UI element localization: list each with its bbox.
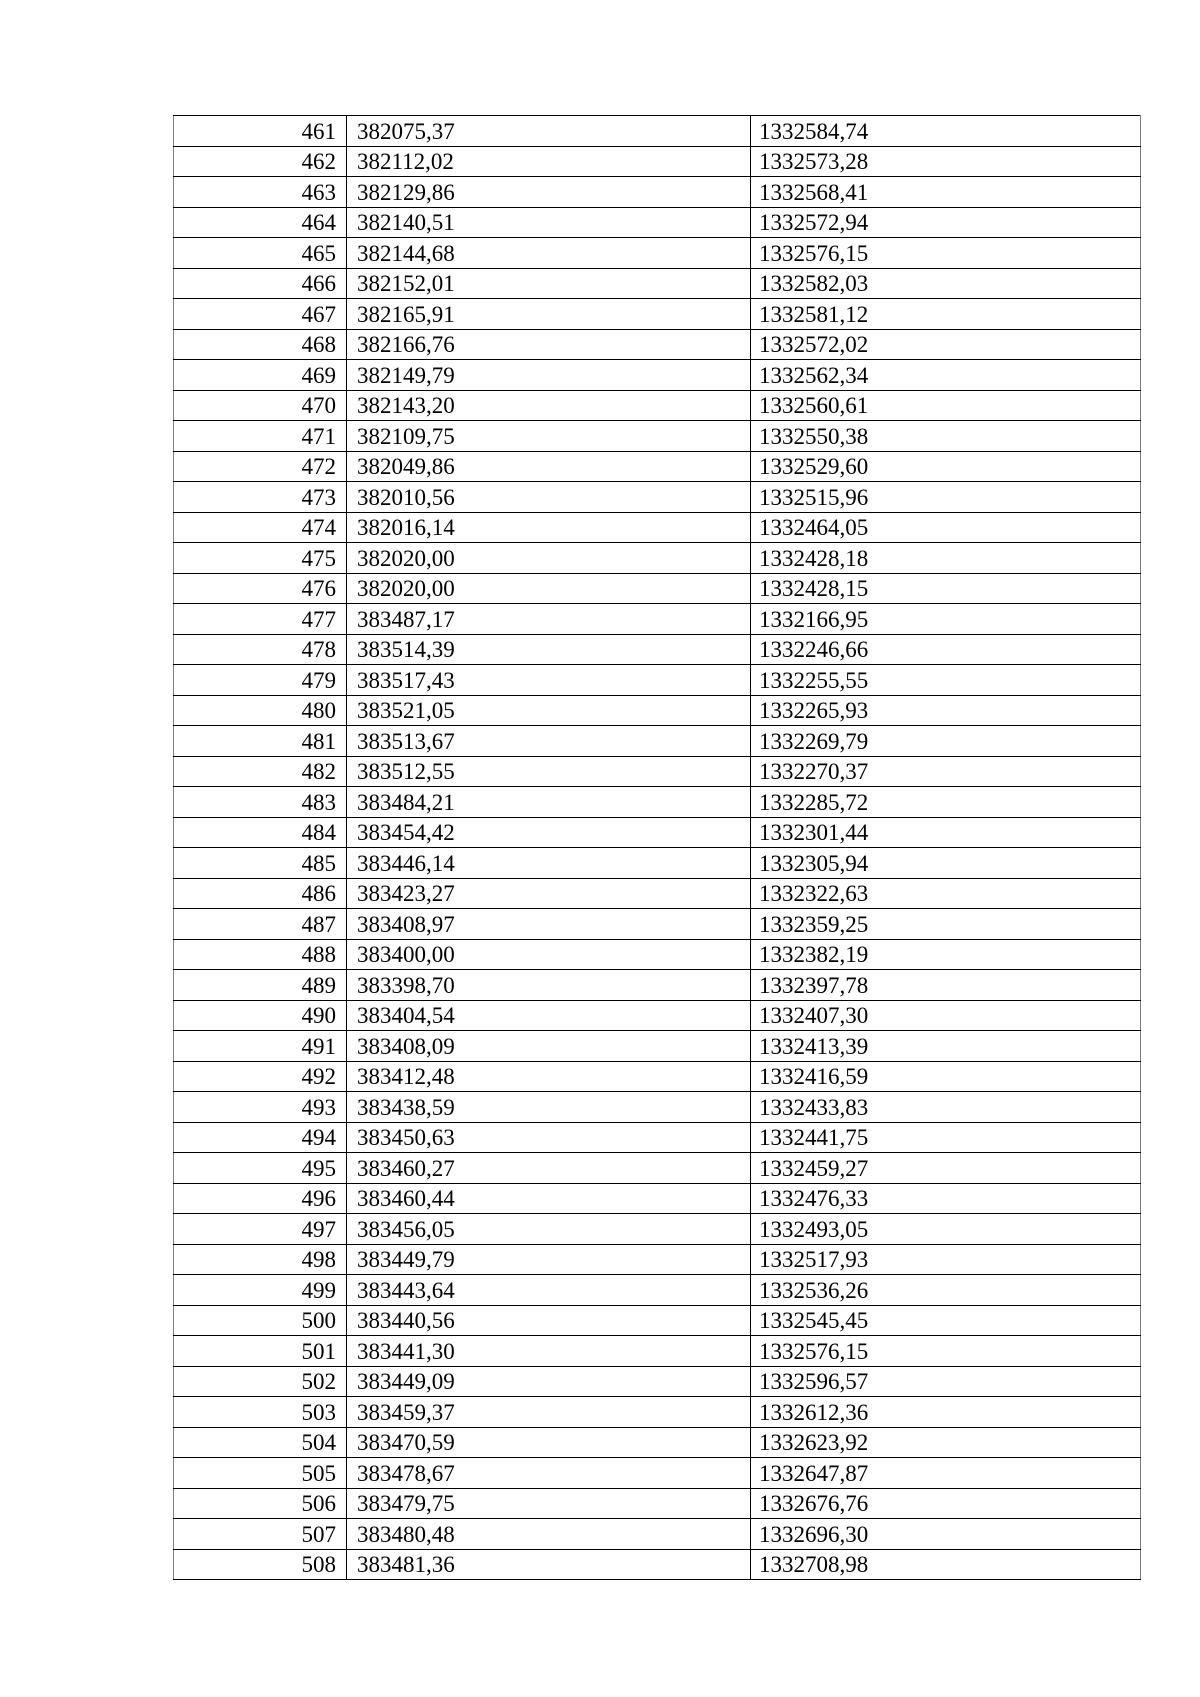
table-row bbox=[174, 177, 1141, 208]
x-coordinate-cell: 383478,67 bbox=[347, 1458, 751, 1489]
y-coordinate-cell: 1332517,93 bbox=[751, 1244, 1141, 1275]
y-coordinate-cell: 1332397,78 bbox=[751, 970, 1141, 1001]
point-number-cell: 462 bbox=[174, 146, 347, 177]
x-coordinate-cell: 382020,00 bbox=[347, 543, 751, 574]
table-row bbox=[174, 421, 1141, 452]
table-row bbox=[174, 329, 1141, 360]
table-row bbox=[174, 116, 1141, 147]
point-number-cell: 475 bbox=[174, 543, 347, 574]
y-coordinate-cell: 1332536,26 bbox=[751, 1275, 1141, 1306]
y-coordinate-cell: 1332572,94 bbox=[751, 207, 1141, 238]
table-row bbox=[174, 787, 1141, 818]
point-number-cell: 491 bbox=[174, 1031, 347, 1062]
x-coordinate-cell: 383404,54 bbox=[347, 1000, 751, 1031]
y-coordinate-cell: 1332359,25 bbox=[751, 909, 1141, 940]
y-coordinate-cell: 1332550,38 bbox=[751, 421, 1141, 452]
x-coordinate-cell: 383412,48 bbox=[347, 1061, 751, 1092]
y-coordinate-cell: 1332562,34 bbox=[751, 360, 1141, 391]
y-coordinate-cell: 1332413,39 bbox=[751, 1031, 1141, 1062]
y-coordinate-cell: 1332696,30 bbox=[751, 1519, 1141, 1550]
point-number-cell: 469 bbox=[174, 360, 347, 391]
x-coordinate-cell: 383479,75 bbox=[347, 1488, 751, 1519]
point-number-cell: 488 bbox=[174, 939, 347, 970]
table-row bbox=[174, 909, 1141, 940]
y-coordinate-cell: 1332476,33 bbox=[751, 1183, 1141, 1214]
point-number-cell: 498 bbox=[174, 1244, 347, 1275]
y-coordinate-cell: 1332572,02 bbox=[751, 329, 1141, 360]
point-number-cell: 481 bbox=[174, 726, 347, 757]
y-coordinate-cell: 1332305,94 bbox=[751, 848, 1141, 879]
point-number-cell: 507 bbox=[174, 1519, 347, 1550]
y-coordinate-cell: 1332560,61 bbox=[751, 390, 1141, 421]
table-row bbox=[174, 238, 1141, 269]
table-row bbox=[174, 1122, 1141, 1153]
point-number-cell: 506 bbox=[174, 1488, 347, 1519]
table-row bbox=[174, 360, 1141, 391]
table-row bbox=[174, 1305, 1141, 1336]
y-coordinate-cell: 1332301,44 bbox=[751, 817, 1141, 848]
table-row bbox=[174, 634, 1141, 665]
y-coordinate-cell: 1332416,59 bbox=[751, 1061, 1141, 1092]
point-number-cell: 489 bbox=[174, 970, 347, 1001]
table-row bbox=[174, 146, 1141, 177]
x-coordinate-cell: 383441,30 bbox=[347, 1336, 751, 1367]
x-coordinate-cell: 383514,39 bbox=[347, 634, 751, 665]
x-coordinate-cell: 383446,14 bbox=[347, 848, 751, 879]
x-coordinate-cell: 383449,09 bbox=[347, 1366, 751, 1397]
y-coordinate-cell: 1332647,87 bbox=[751, 1458, 1141, 1489]
x-coordinate-cell: 382165,91 bbox=[347, 299, 751, 330]
table-row bbox=[174, 207, 1141, 238]
y-coordinate-cell: 1332612,36 bbox=[751, 1397, 1141, 1428]
point-number-cell: 483 bbox=[174, 787, 347, 818]
y-coordinate-cell: 1332285,72 bbox=[751, 787, 1141, 818]
x-coordinate-cell: 382010,56 bbox=[347, 482, 751, 513]
x-coordinate-cell: 383481,36 bbox=[347, 1549, 751, 1580]
table-row bbox=[174, 970, 1141, 1001]
table-row bbox=[174, 1031, 1141, 1062]
y-coordinate-cell: 1332623,92 bbox=[751, 1427, 1141, 1458]
table-row bbox=[174, 756, 1141, 787]
y-coordinate-cell: 1332322,63 bbox=[751, 878, 1141, 909]
y-coordinate-cell: 1332515,96 bbox=[751, 482, 1141, 513]
y-coordinate-cell: 1332708,98 bbox=[751, 1549, 1141, 1580]
x-coordinate-cell: 383470,59 bbox=[347, 1427, 751, 1458]
table-row bbox=[174, 451, 1141, 482]
point-number-cell: 474 bbox=[174, 512, 347, 543]
point-number-cell: 505 bbox=[174, 1458, 347, 1489]
x-coordinate-cell: 383423,27 bbox=[347, 878, 751, 909]
x-coordinate-cell: 382020,00 bbox=[347, 573, 751, 604]
x-coordinate-cell: 383521,05 bbox=[347, 695, 751, 726]
point-number-cell: 487 bbox=[174, 909, 347, 940]
table-row bbox=[174, 817, 1141, 848]
x-coordinate-cell: 383408,09 bbox=[347, 1031, 751, 1062]
y-coordinate-cell: 1332584,74 bbox=[751, 116, 1141, 147]
table-row bbox=[174, 1000, 1141, 1031]
point-number-cell: 492 bbox=[174, 1061, 347, 1092]
table-row bbox=[174, 1092, 1141, 1123]
x-coordinate-cell: 383517,43 bbox=[347, 665, 751, 696]
point-number-cell: 497 bbox=[174, 1214, 347, 1245]
y-coordinate-cell: 1332166,95 bbox=[751, 604, 1141, 635]
point-number-cell: 478 bbox=[174, 634, 347, 665]
point-number-cell: 499 bbox=[174, 1275, 347, 1306]
point-number-cell: 465 bbox=[174, 238, 347, 269]
x-coordinate-cell: 383400,00 bbox=[347, 939, 751, 970]
table-row bbox=[174, 1214, 1141, 1245]
x-coordinate-cell: 383438,59 bbox=[347, 1092, 751, 1123]
table-row bbox=[174, 1275, 1141, 1306]
x-coordinate-cell: 383456,05 bbox=[347, 1214, 751, 1245]
y-coordinate-cell: 1332433,83 bbox=[751, 1092, 1141, 1123]
y-coordinate-cell: 1332529,60 bbox=[751, 451, 1141, 482]
point-number-cell: 466 bbox=[174, 268, 347, 299]
point-number-cell: 486 bbox=[174, 878, 347, 909]
y-coordinate-cell: 1332464,05 bbox=[751, 512, 1141, 543]
x-coordinate-cell: 382140,51 bbox=[347, 207, 751, 238]
point-number-cell: 468 bbox=[174, 329, 347, 360]
x-coordinate-cell: 383450,63 bbox=[347, 1122, 751, 1153]
x-coordinate-cell: 382152,01 bbox=[347, 268, 751, 299]
x-coordinate-cell: 382016,14 bbox=[347, 512, 751, 543]
table-row bbox=[174, 1061, 1141, 1092]
table-row bbox=[174, 939, 1141, 970]
y-coordinate-cell: 1332428,18 bbox=[751, 543, 1141, 574]
table-row bbox=[174, 1519, 1141, 1550]
point-number-cell: 490 bbox=[174, 1000, 347, 1031]
y-coordinate-cell: 1332576,15 bbox=[751, 238, 1141, 269]
table-row bbox=[174, 268, 1141, 299]
y-coordinate-cell: 1332581,12 bbox=[751, 299, 1141, 330]
point-number-cell: 463 bbox=[174, 177, 347, 208]
coordinates-table-body bbox=[174, 116, 1141, 1580]
point-number-cell: 500 bbox=[174, 1305, 347, 1336]
point-number-cell: 504 bbox=[174, 1427, 347, 1458]
point-number-cell: 467 bbox=[174, 299, 347, 330]
point-number-cell: 484 bbox=[174, 817, 347, 848]
y-coordinate-cell: 1332407,30 bbox=[751, 1000, 1141, 1031]
x-coordinate-cell: 382144,68 bbox=[347, 238, 751, 269]
x-coordinate-cell: 383484,21 bbox=[347, 787, 751, 818]
table-row bbox=[174, 1458, 1141, 1489]
table-row bbox=[174, 1397, 1141, 1428]
x-coordinate-cell: 382112,02 bbox=[347, 146, 751, 177]
x-coordinate-cell: 383460,27 bbox=[347, 1153, 751, 1184]
x-coordinate-cell: 383443,64 bbox=[347, 1275, 751, 1306]
table-row bbox=[174, 1336, 1141, 1367]
point-number-cell: 477 bbox=[174, 604, 347, 635]
y-coordinate-cell: 1332428,15 bbox=[751, 573, 1141, 604]
x-coordinate-cell: 383487,17 bbox=[347, 604, 751, 635]
y-coordinate-cell: 1332441,75 bbox=[751, 1122, 1141, 1153]
x-coordinate-cell: 382075,37 bbox=[347, 116, 751, 147]
y-coordinate-cell: 1332269,79 bbox=[751, 726, 1141, 757]
point-number-cell: 508 bbox=[174, 1549, 347, 1580]
point-number-cell: 482 bbox=[174, 756, 347, 787]
point-number-cell: 476 bbox=[174, 573, 347, 604]
y-coordinate-cell: 1332459,27 bbox=[751, 1153, 1141, 1184]
x-coordinate-cell: 382166,76 bbox=[347, 329, 751, 360]
point-number-cell: 464 bbox=[174, 207, 347, 238]
coordinates-table bbox=[173, 115, 1141, 1580]
x-coordinate-cell: 383440,56 bbox=[347, 1305, 751, 1336]
x-coordinate-cell: 383398,70 bbox=[347, 970, 751, 1001]
table-row bbox=[174, 1183, 1141, 1214]
table-row bbox=[174, 878, 1141, 909]
y-coordinate-cell: 1332568,41 bbox=[751, 177, 1141, 208]
y-coordinate-cell: 1332270,37 bbox=[751, 756, 1141, 787]
y-coordinate-cell: 1332265,93 bbox=[751, 695, 1141, 726]
table-row bbox=[174, 848, 1141, 879]
y-coordinate-cell: 1332246,66 bbox=[751, 634, 1141, 665]
point-number-cell: 470 bbox=[174, 390, 347, 421]
x-coordinate-cell: 383449,79 bbox=[347, 1244, 751, 1275]
point-number-cell: 494 bbox=[174, 1122, 347, 1153]
table-row bbox=[174, 665, 1141, 696]
x-coordinate-cell: 382143,20 bbox=[347, 390, 751, 421]
y-coordinate-cell: 1332676,76 bbox=[751, 1488, 1141, 1519]
table-row bbox=[174, 1549, 1141, 1580]
point-number-cell: 473 bbox=[174, 482, 347, 513]
point-number-cell: 472 bbox=[174, 451, 347, 482]
y-coordinate-cell: 1332255,55 bbox=[751, 665, 1141, 696]
x-coordinate-cell: 382049,86 bbox=[347, 451, 751, 482]
point-number-cell: 493 bbox=[174, 1092, 347, 1123]
x-coordinate-cell: 383513,67 bbox=[347, 726, 751, 757]
table-row bbox=[174, 482, 1141, 513]
table-row bbox=[174, 543, 1141, 574]
x-coordinate-cell: 383459,37 bbox=[347, 1397, 751, 1428]
table-row bbox=[174, 390, 1141, 421]
point-number-cell: 471 bbox=[174, 421, 347, 452]
x-coordinate-cell: 383460,44 bbox=[347, 1183, 751, 1214]
x-coordinate-cell: 382129,86 bbox=[347, 177, 751, 208]
point-number-cell: 503 bbox=[174, 1397, 347, 1428]
table-row bbox=[174, 512, 1141, 543]
table-row bbox=[174, 726, 1141, 757]
x-coordinate-cell: 383454,42 bbox=[347, 817, 751, 848]
y-coordinate-cell: 1332493,05 bbox=[751, 1214, 1141, 1245]
point-number-cell: 496 bbox=[174, 1183, 347, 1214]
y-coordinate-cell: 1332545,45 bbox=[751, 1305, 1141, 1336]
table-row bbox=[174, 1427, 1141, 1458]
point-number-cell: 461 bbox=[174, 116, 347, 147]
table-row bbox=[174, 604, 1141, 635]
x-coordinate-cell: 383512,55 bbox=[347, 756, 751, 787]
point-number-cell: 502 bbox=[174, 1366, 347, 1397]
x-coordinate-cell: 383408,97 bbox=[347, 909, 751, 940]
table-row bbox=[174, 1153, 1141, 1184]
y-coordinate-cell: 1332582,03 bbox=[751, 268, 1141, 299]
point-number-cell: 495 bbox=[174, 1153, 347, 1184]
y-coordinate-cell: 1332382,19 bbox=[751, 939, 1141, 970]
table-row bbox=[174, 1366, 1141, 1397]
point-number-cell: 501 bbox=[174, 1336, 347, 1367]
point-number-cell: 480 bbox=[174, 695, 347, 726]
table-row bbox=[174, 695, 1141, 726]
point-number-cell: 485 bbox=[174, 848, 347, 879]
x-coordinate-cell: 382149,79 bbox=[347, 360, 751, 391]
table-row bbox=[174, 299, 1141, 330]
point-number-cell: 479 bbox=[174, 665, 347, 696]
x-coordinate-cell: 383480,48 bbox=[347, 1519, 751, 1550]
table-row bbox=[174, 573, 1141, 604]
y-coordinate-cell: 1332576,15 bbox=[751, 1336, 1141, 1367]
table-row bbox=[174, 1488, 1141, 1519]
y-coordinate-cell: 1332573,28 bbox=[751, 146, 1141, 177]
x-coordinate-cell: 382109,75 bbox=[347, 421, 751, 452]
y-coordinate-cell: 1332596,57 bbox=[751, 1366, 1141, 1397]
table-row bbox=[174, 1244, 1141, 1275]
